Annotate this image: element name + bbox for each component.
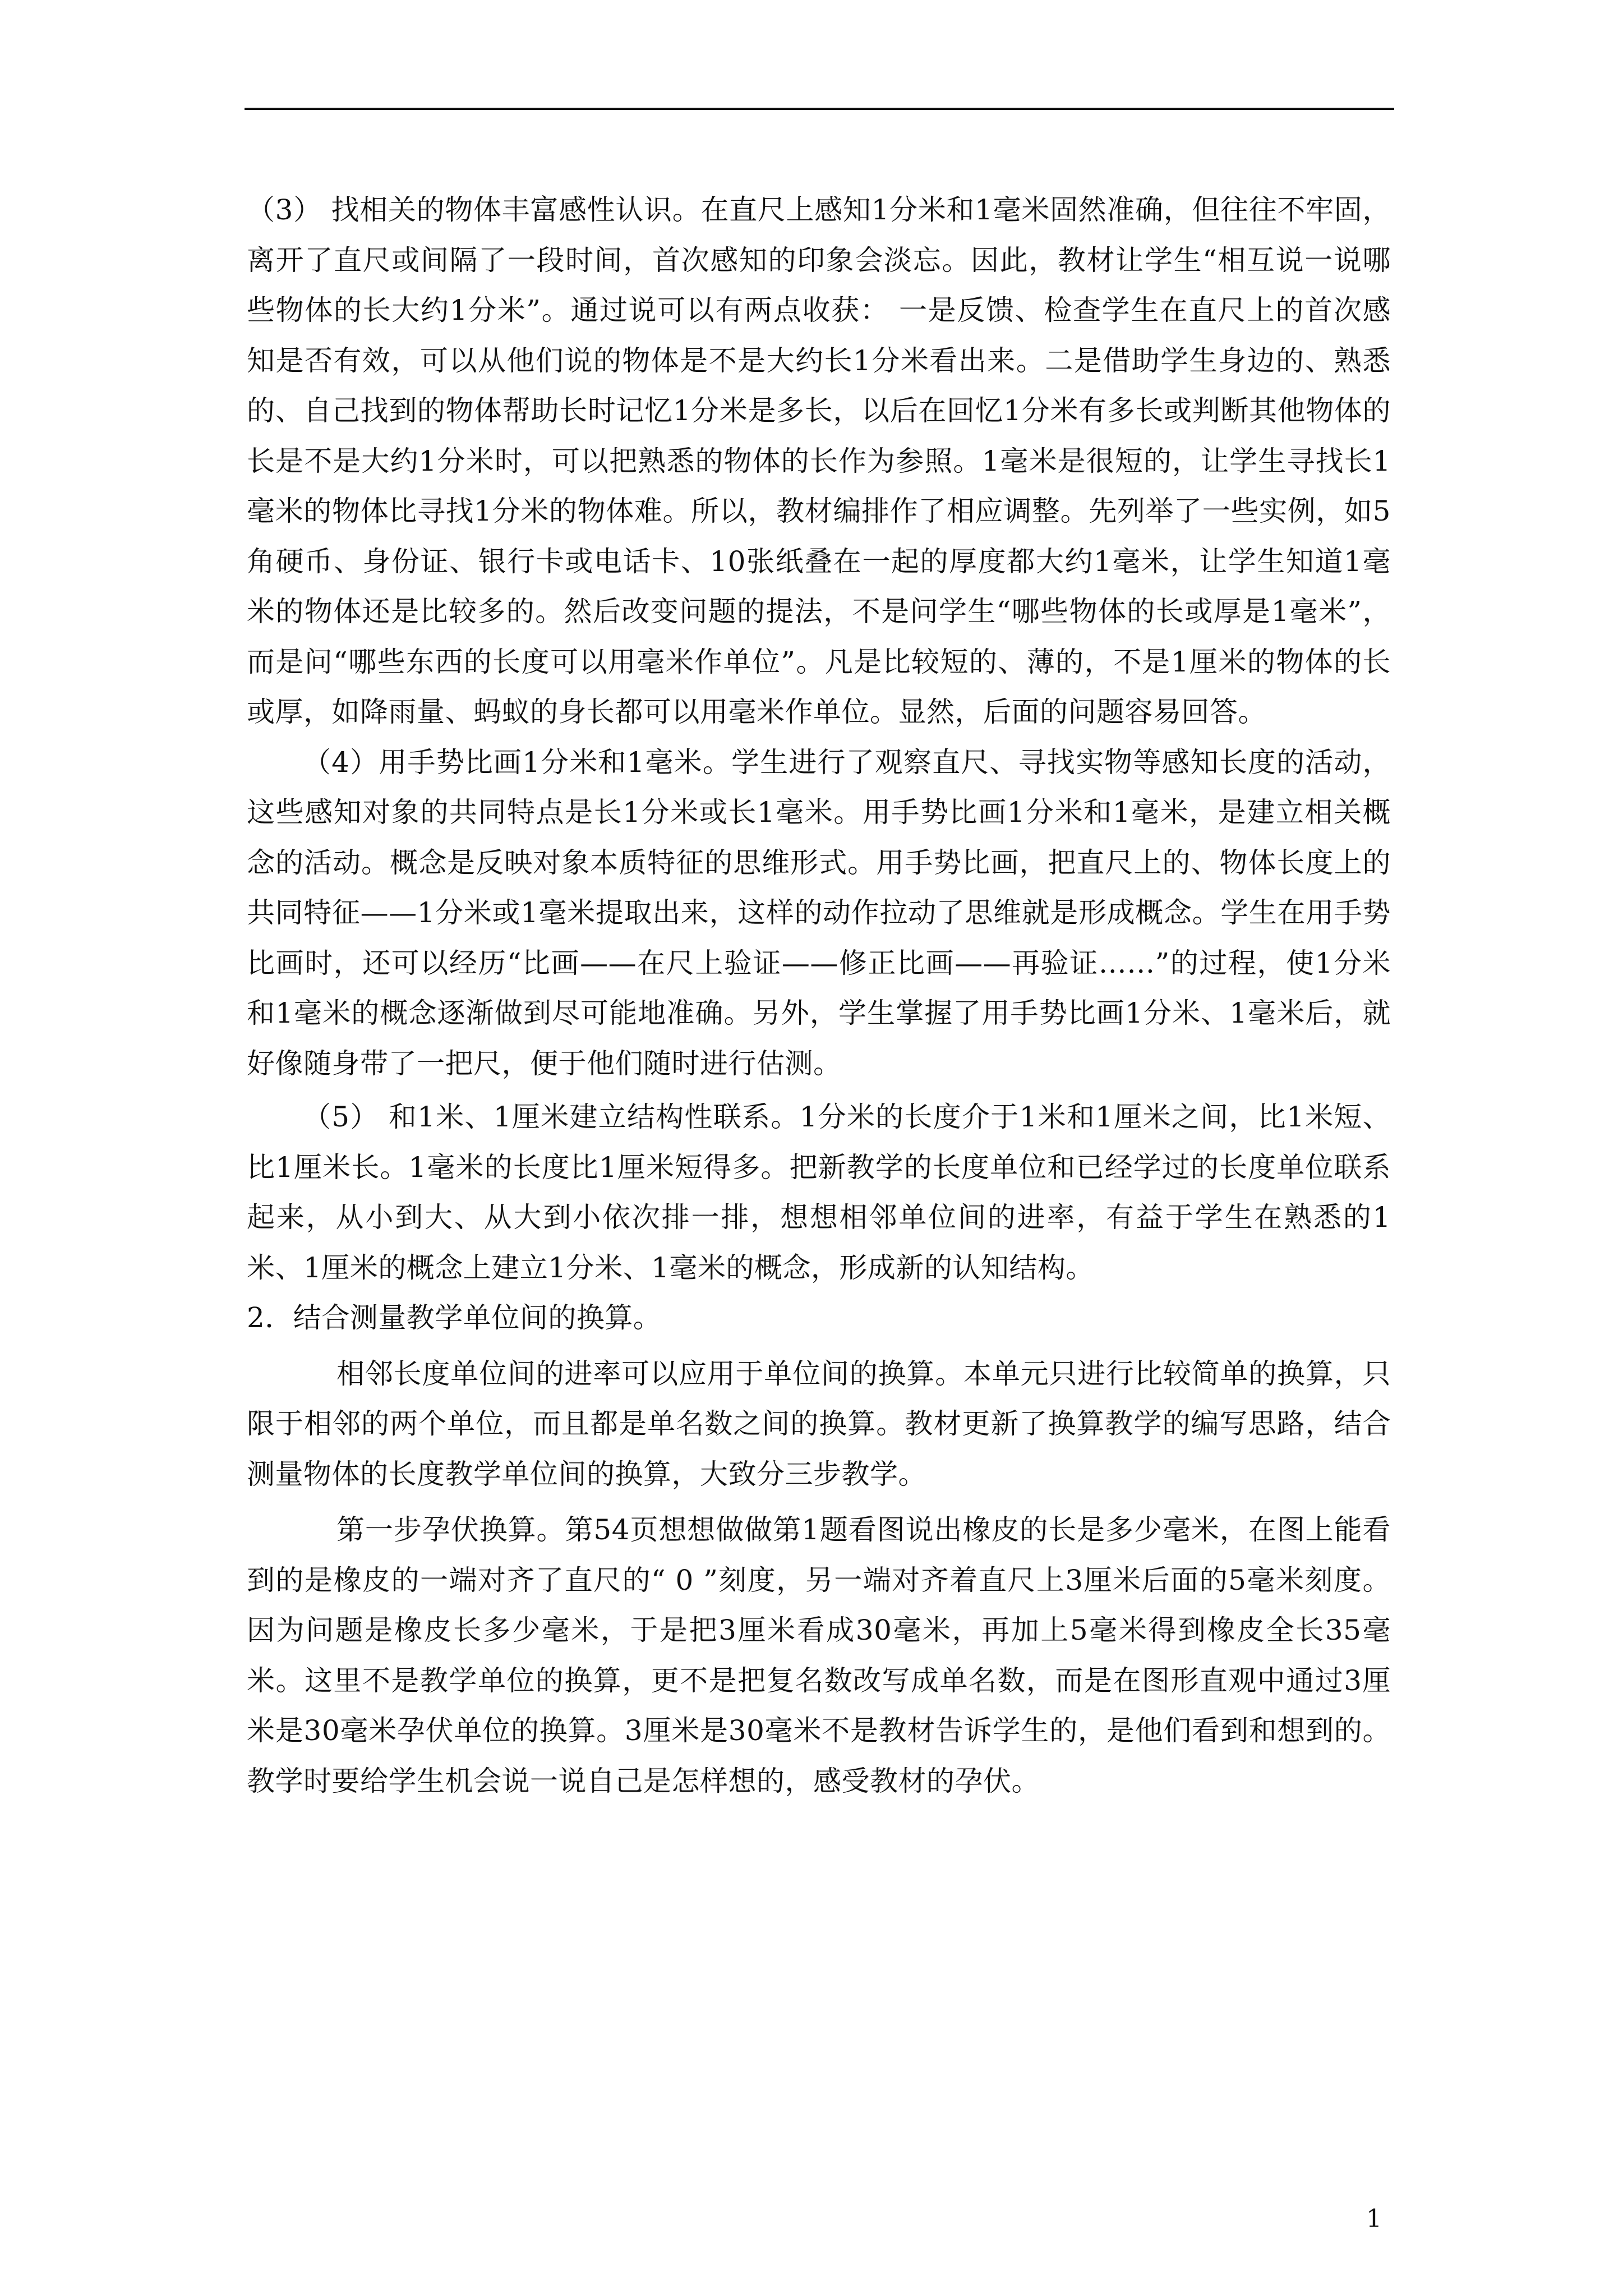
paragraph-4-hand-gestures: （4）用手势比画1分米和1毫米。学生进行了观察直尺、寻找实物等感知长度的活动，这些感知对象的共同特点是长1分米或长1毫米。用手势比画1分米和1毫米，是建立相关概念的活动。概念是反映对象本质特征的思维形式。用手势比画，把直尺上的、物体长度上的共同特征——1分米或1毫米提取出来，这样的动作拉动了思维就是形成概念。学生在用手势比画时，还可以经历“比画——在尺上验证——修正比画——再验证……”的过程，使1分米和1毫米的概念逐渐做到尽可能地准确。另外，学生掌握了用手势比画1分米、1毫米后，就好像随身带了一把尺，便于他们随时进行估测。 [247,746,1391,1080]
section-heading-unit-conversion: 2．结合测量教学单位间的换算。 [247,1301,662,1334]
paragraph-3-perceptual-objects: （3） 找相关的物体丰富感性认识。在直尺上感知1分米和1毫米固然准确，但往往不牢固，离开了直尺或间隔了一段时间，首次感知的印象会淡忘。因此，教材让学生“相互说一说哪些物体的长大约1分米”。通过说可以有两点收获： 一是反馈、检查学生在直尺上的首次感知是否有效，可以从他们说的物体是不是大约长1分米看出来。二是借助学生身边的、熟悉的、自己找到的物体帮助长时记忆1分米是多长，以后在回忆1分米有多长或判断其他物体的长是不是大约1分米时，可以把熟悉的物体的长作为参照。1毫米是很短的，让学生寻找长1毫米的物体比寻找1分米的物体难。所以，教材编排作了相应调整。先列举了一些实例，如5角硬币、身份证、银行卡或电话卡、10张纸叠在一起的厚度都大约1毫米，让学生知道1毫米的物体还是比较多的。然后改变问题的提法，不是问学生“哪些物体的长或厚是1毫米”，而是问“哪些东西的长度可以用毫米作单位”。凡是比较短的、薄的，不是1厘米的物体的长或厚，如降雨量、蚂蚁的身长都可以用毫米作单位。显然，后面的问题容易回答。 [247,194,1391,728]
paragraph-5-structural-links: （5） 和1米、1厘米建立结构性联系。1分米的长度介于1米和1厘米之间，比1米短、比1厘米长。1毫米的长度比1厘米短得多。把新教学的长度单位和已经学过的长度单位联系起来，从小到大、从大到小依次排一排，想想相邻单位间的进率，有益于学生在熟悉的1米、1厘米的概念上建立1分米、1毫米的概念，形成新的认知结构。 [247,1101,1391,1284]
paragraph-conversion-intro: 相邻长度单位间的进率可以应用于单位间的换算。本单元只进行比较简单的换算，只限于相邻的两个单位，而且都是单名数之间的换算。教材更新了换算教学的编写思路，结合测量物体的长度教学单位间的换算，大致分三步教学。 [247,1357,1391,1490]
document-body [247,185,1391,1806]
paragraph-step-one: 第一步孕伏换算。第54页想想做做第1题看图说出橡皮的长是多少毫米，在图上能看到的是橡皮的一端对齐了直尺的“ 0 ”刻度，另一端对齐着直尺上3厘米后面的5毫米刻度。因为问题是橡皮长多少毫米，于是把3厘米看成30毫米，再加上5毫米得到橡皮全长35毫米。这里不是教学单位的换算，更不是把复名数改写成单名数，而是在图形直观中通过3厘米是30毫米孕伏单位的换算。3厘米是30毫米不是教材告诉学生的，是他们看到和想到的。教学时要给学生机会说一说自己是怎样想的，感受教材的孕伏。 [247,1513,1391,1797]
page-number: 1 [1366,2205,1382,2233]
header-rule [245,108,1394,110]
